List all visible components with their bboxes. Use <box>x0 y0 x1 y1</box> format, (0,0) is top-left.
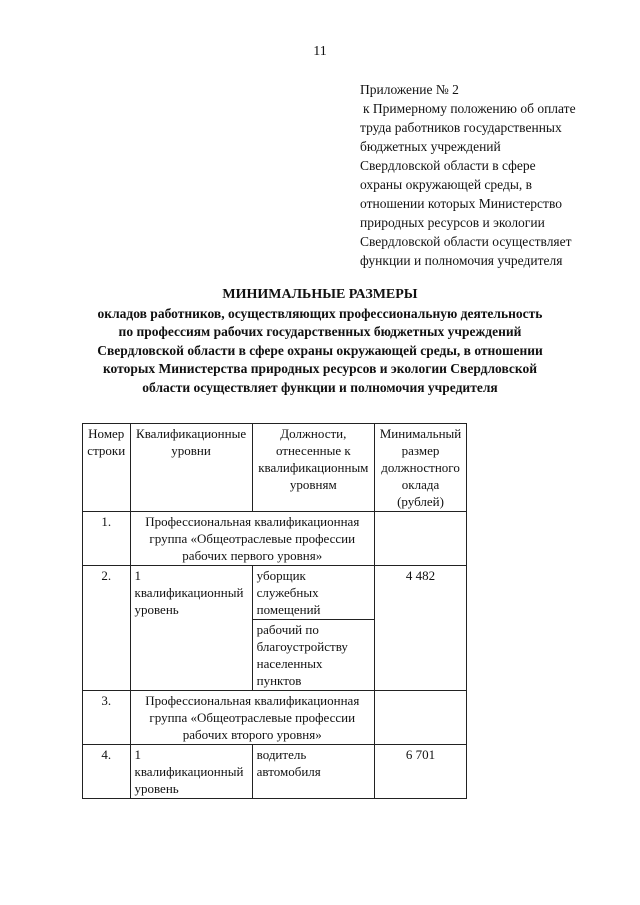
appendix-line: Свердловской области осуществляет <box>360 234 572 249</box>
table-row <box>83 566 467 620</box>
appendix-line: природных ресурсов и экологии <box>360 215 545 230</box>
document-title <box>70 286 570 397</box>
appendix-block <box>360 80 620 270</box>
row-number: 2. <box>83 566 131 691</box>
page-number: 11 <box>313 44 327 59</box>
appendix-line: охраны окружающей среды, в <box>360 177 533 192</box>
position-cell: водитель автомобиля <box>252 745 374 799</box>
table-row <box>83 745 467 799</box>
title-line: Свердловской области в сфере охраны окружающей среды, в отношении <box>97 342 543 358</box>
salary-table <box>82 423 467 799</box>
position-cell: рабочий по благоустройству населенных пунктов <box>252 620 374 691</box>
appendix-line: труда работников государственных <box>360 120 562 135</box>
header-min-salary: Минимальный размер должностного оклада (рублей) <box>375 424 467 512</box>
row-number: 1. <box>83 512 131 566</box>
appendix-line: отношении которых Министерство <box>360 196 562 211</box>
title-main: МИНИМАЛЬНЫЕ РАЗМЕРЫ <box>222 287 418 302</box>
table-row <box>83 691 467 745</box>
salary-cell-empty <box>375 512 467 566</box>
salary-cell: 6 701 <box>375 745 467 799</box>
level-cell: 1 квалификационный уровень <box>130 566 252 691</box>
row-number: 4. <box>83 745 131 799</box>
title-line: по профессиям рабочих государственных бюджетных учреждений <box>118 324 522 339</box>
appendix-line: к Примерному положению об оплате <box>363 101 576 116</box>
appendix-line: Свердловской области в сфере <box>360 158 536 173</box>
table-row <box>83 512 467 566</box>
title-line: области осуществляет функции и полномочия учредителя <box>142 379 498 395</box>
header-row-number: Номер строки <box>83 424 131 512</box>
salary-cell: 4 482 <box>375 566 467 691</box>
group-cell: Профессиональная квалификационная группа «Общеотраслевые профессии рабочих первого уровня» <box>130 512 375 566</box>
header-qualification-level: Квалификационные уровни <box>130 424 252 512</box>
table-header-row <box>83 424 467 512</box>
position-cell: уборщик служебных помещений <box>252 566 374 620</box>
title-line: которых Министерства природных ресурсов и экологии Свердловской <box>102 361 538 376</box>
appendix-line: функции и полномочия учредителя <box>360 253 563 268</box>
title-line: окладов работников, осуществляющих профессиональную деятельность <box>97 305 543 321</box>
appendix-line: бюджетных учреждений <box>360 139 501 154</box>
salary-cell-empty <box>375 691 467 745</box>
header-positions: Должности, отнесенные к квалификационным уровням <box>252 424 374 512</box>
level-cell: 1 квалификационный уровень <box>130 745 252 799</box>
appendix-heading: Приложение № 2 <box>360 82 459 97</box>
group-cell: Профессиональная квалификационная группа «Общеотраслевые профессии рабочих второго уровня» <box>130 691 375 745</box>
row-number: 3. <box>83 691 131 745</box>
